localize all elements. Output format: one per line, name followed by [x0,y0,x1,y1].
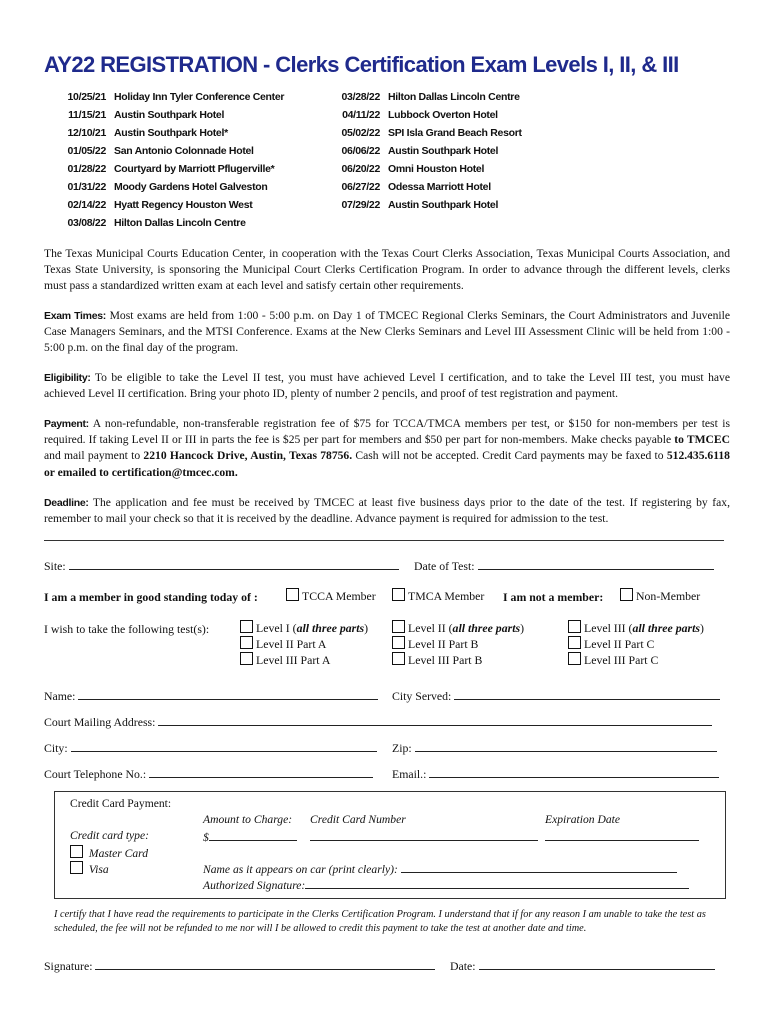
tcca-option[interactable] [286,588,376,604]
all-parts-label: all three parts [632,621,700,635]
mailing-address: 2210 Hancock Drive, Austin, Texas 78756. [143,449,353,463]
site-label: Site: [44,559,66,573]
page-title: AY22 REGISTRATION - Clerks Certification Exam Levels I, II, & III [44,52,679,77]
date-of-test-input[interactable] [478,558,714,570]
intro-paragraph: The Texas Municipal Courts Education Center, in cooperation with the Texas Court Clerks Association, Texas Municipal Courts Association, and Texas State University, is sponsoring the Municipal Court Clerks Certification Program. In order to advance through the different levels, clerks must pass a standardized written exam at each level and satisfy certain other requirements. [44,247,730,293]
schedule-date: 03/28/22 [341,91,380,103]
schedule-place: Odessa Marriott Hotel [388,181,491,193]
payment-text: Cash will not be accepted. Credit Card payments may be faxed to [352,449,667,463]
schedule-date: 07/29/22 [341,199,380,211]
master-card-option[interactable] [70,845,148,860]
fax-email: 512.435.6118 or emailed to certification@tmcec.com. [44,449,730,479]
authorized-signature-input[interactable] [305,877,689,889]
tests-prompt: I wish to take the following test(s): [44,622,210,636]
level1-checkbox[interactable] [240,620,253,633]
date-of-test-field[interactable] [414,558,714,574]
schedule-place: Austin Southpark Hotel [114,109,225,121]
exam-times-label: Exam Times: [44,310,106,322]
not-member-prompt: I am not a member: [503,590,604,604]
master-card-checkbox[interactable] [70,845,83,858]
signature-label: Signature: [44,959,93,973]
schedule-date: 01/31/22 [67,181,106,193]
level2a-checkbox[interactable] [240,636,253,649]
level2b-option[interactable] [392,636,478,652]
payment-label: Payment: [44,418,89,430]
schedule-place: Austin Southpark Hotel* [114,127,228,139]
schedule-date: 05/02/22 [341,127,380,139]
all-parts-label: all three parts [452,621,521,635]
level3-label: Level III ( [584,621,633,635]
level3a-checkbox[interactable] [240,652,253,665]
exam-times-text: Most exams are held from 1:00 - 5:00 p.m. on Day 1 of TMCEC Regional Clerks Seminars, the Court Administrators and Juvenile Case Managers Seminars, and the MTSI Conference. Exams at the New Clerks Seminars and Level III Assessment Clinic will be held from 1:00 - 5:00 p.m. on the final day of the program. [44,309,731,355]
tmca-option[interactable] [392,588,484,604]
schedule-place: Hyatt Regency Houston West [114,199,253,211]
schedule-row [322,106,522,124]
zip-input[interactable] [415,740,717,752]
zip-field[interactable] [392,740,717,756]
close-paren: ) [364,621,369,635]
level2-label: Level II ( [408,621,453,635]
schedule-place: SPI Isla Grand Beach Resort [388,127,522,139]
email-input[interactable] [429,766,719,778]
name-on-card-input[interactable] [401,861,677,873]
certification-statement: I certify that I have read the requirements to participate in the Clerks Certification Program. I understand that if for any reason I am unable to take the test as scheduled, the fee will not be refunded to me nor will I be allowed to credit this payment to take the test at another date and time. [54,909,706,934]
card-number-input[interactable] [310,829,538,841]
level3-option[interactable] [568,620,704,636]
schedule-row [48,142,284,160]
eligibility-label: Eligibility: [44,372,91,384]
level2a-label: Level II Part A [256,637,327,651]
court-mailing-input[interactable] [158,714,712,726]
schedule-row [322,124,522,142]
schedule-date: 03/08/22 [67,217,106,229]
amount-field[interactable] [203,829,297,844]
city-input[interactable] [71,740,377,752]
amount-input[interactable] [209,829,297,841]
schedule-row [48,196,284,214]
zip-label: Zip: [392,741,412,755]
deadline-label: Deadline: [44,497,89,509]
schedule-row [48,178,284,196]
site-input[interactable] [69,558,399,570]
schedule-date: 06/20/22 [341,163,380,175]
divider [44,540,724,541]
schedule-row [322,160,522,178]
schedule-row [48,214,284,232]
tmca-label: TMCA Member [408,589,485,603]
signature-date-label: Date: [450,959,476,973]
authorized-signature-field[interactable] [203,877,689,892]
payee: to TMCEC [674,433,730,447]
schedule-place: Moody Gardens Hotel Galveston [114,181,268,193]
city-served-label: City Served: [392,689,452,703]
schedule-place: San Antonio Colonnade Hotel [114,145,254,157]
level2a-option[interactable] [240,636,326,652]
level1-option[interactable] [240,620,368,636]
signature-date-field[interactable] [450,958,715,974]
level3b-option[interactable] [392,652,482,668]
court-mailing-field[interactable] [44,714,712,730]
close-paren: ) [520,621,524,635]
schedule-row [48,124,284,142]
expiration-label: Expiration Date [545,813,621,826]
schedule-place: Hilton Dallas Lincoln Centre [114,217,246,229]
visa-option[interactable] [70,861,109,876]
level3a-label: Level III Part A [256,653,331,667]
schedule-place: Omni Houston Hotel [388,163,485,175]
schedule-row [48,160,284,178]
schedule-date: 01/28/22 [67,163,106,175]
schedule-row [48,88,284,106]
payment-text: and mail payment to [44,449,144,463]
card-number-field[interactable] [310,829,538,844]
schedule-date: 12/10/21 [67,127,106,139]
level2c-label: Level II Part C [584,637,655,651]
deadline-text: The application and fee must be received by TMCEC at least five business days prior to the date of the test. If registering by fax, remember to mail your check so that it is received by the deadline. Advance payment is required for admission to the test. [44,496,730,526]
schedule-date: 11/15/21 [68,109,106,121]
schedule-row [322,178,522,196]
schedule-place: Holiday Inn Tyler Conference Center [114,91,285,103]
schedule-place: Austin Southpark Hotel [388,199,499,211]
amount-label: Amount to Charge: [203,813,293,826]
master-card-label: Master Card [88,847,149,860]
card-number-label: Credit Card Number [310,813,406,826]
level1-label: Level I ( [256,621,297,635]
signature-input[interactable] [95,958,435,970]
level2b-checkbox[interactable] [392,636,405,649]
level2-option[interactable] [392,620,524,636]
schedule-row [322,88,522,106]
city-served-field[interactable] [392,688,720,704]
schedule-date: 04/11/22 [342,109,380,121]
email-label: Email.: [392,767,427,781]
level3c-option[interactable] [568,652,658,668]
name-on-card-label: Name as it appears on car (print clearly): [203,863,398,876]
tcca-checkbox[interactable] [286,588,299,601]
schedule-date: 06/27/22 [341,181,380,193]
tcca-label: TCCA Member [302,589,376,603]
level2c-checkbox[interactable] [568,636,581,649]
exam-times-paragraph [44,308,730,357]
schedule-date: 10/25/21 [67,91,106,103]
schedule-place: Hilton Dallas Lincoln Centre [388,91,520,103]
court-mailing-label: Court Mailing Address: [44,715,156,729]
schedule-place: Courtyard by Marriott Pflugerville* [114,163,275,175]
level3-checkbox[interactable] [568,620,581,633]
non-member-label: Non-Member [636,589,701,603]
city-label: City: [44,741,68,755]
member-prompt: I am a member in good standing today of : [44,590,258,604]
schedule-right [322,88,522,214]
name-field[interactable] [44,688,378,704]
dollar-sign: $ [203,831,209,844]
city-field[interactable] [44,740,377,756]
email-field[interactable] [392,766,719,782]
card-type-label: Credit card type: [70,829,149,842]
schedule-row [322,196,522,214]
level3c-checkbox[interactable] [568,652,581,665]
schedule-date: 06/06/22 [341,145,380,157]
level3a-option[interactable] [240,652,330,668]
deadline-paragraph [44,495,730,527]
signature-date-input[interactable] [479,958,715,970]
schedule-date: 01/05/22 [67,145,106,157]
level2-checkbox[interactable] [392,620,405,633]
court-phone-label: Court Telephone No.: [44,767,147,781]
schedule-row [48,106,284,124]
court-phone-field[interactable] [44,766,373,782]
level3b-checkbox[interactable] [392,652,405,665]
court-phone-input[interactable] [149,766,373,778]
non-member-option[interactable] [620,588,700,604]
schedule-place: Lubbock Overton Hotel [388,109,498,121]
name-input[interactable] [78,688,378,700]
non-member-checkbox[interactable] [620,588,633,601]
eligibility-paragraph [44,370,730,402]
date-of-test-label: Date of Test: [414,559,475,573]
schedule-row [322,142,522,160]
visa-label: Visa [88,863,109,876]
name-label: Name: [44,689,76,703]
close-paren: ) [699,621,704,635]
level2c-option[interactable] [568,636,654,652]
credit-card-heading: Credit Card Payment: [70,797,172,810]
payment-text: A non-refundable, non-transferable registration fee of $75 for TCCA/TMCA members per test, or $150 for non-members per test is required. If taking Level II or III in parts the fee is $25 per part for members and $50 per part for non-members. Make checks payable [44,417,730,447]
visa-checkbox[interactable] [70,861,83,874]
site-field[interactable] [44,558,399,574]
schedule-left [48,88,284,232]
schedule-date: 02/14/22 [67,199,106,211]
expiration-field[interactable] [545,829,699,844]
expiration-input[interactable] [545,829,699,841]
payment-paragraph [44,416,730,481]
level3b-label: Level III Part B [408,653,483,667]
eligibility-text: To be eligible to take the Level II test, you must have achieved Level I certification, and to take the Level III test, you must have achieved Level II certification. Bring your photo ID, plenty of number 2 pencils, and proof of test registration and payment. [44,371,730,401]
signature-field[interactable] [44,958,435,974]
city-served-input[interactable] [454,688,720,700]
level3c-label: Level III Part C [584,653,659,667]
all-parts-label: all three parts [296,621,365,635]
level2b-label: Level II Part B [408,637,479,651]
authorized-signature-label: Authorized Signature: [203,879,306,892]
tmca-checkbox[interactable] [392,588,405,601]
schedule-place: Austin Southpark Hotel [388,145,499,157]
name-on-card-field[interactable] [203,861,677,876]
